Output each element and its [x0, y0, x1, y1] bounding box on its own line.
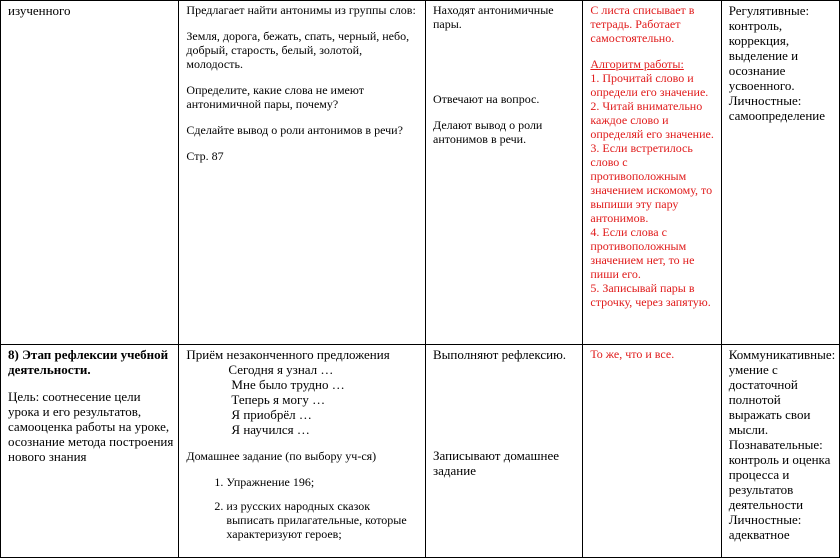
uud-cell [721, 1, 839, 345]
stage-cell [1, 345, 179, 558]
stage-number: 8) [8, 347, 19, 362]
reflection-heading: Приём незаконченного предложения [186, 347, 390, 362]
algorithm-step: 2. Читай внимательно каждое слово и определяй его значение. [590, 99, 714, 141]
work-intro: С листа списывает в тетрадь. Работает самостоятельно. [590, 3, 695, 45]
page-reference: Стр. 87 [186, 149, 224, 163]
homework-item: 1. Упражнение 196; [226, 475, 420, 489]
teacher-task: Предлагает найти антонимы из группы слов: [186, 3, 416, 17]
student-activity-2: Отвечают на вопрос. [433, 92, 540, 106]
reflection-line: Мне было трудно … [231, 377, 345, 392]
teacher-conclusion: Сделайте вывод о роли антонимов в речи? [186, 123, 403, 137]
table-row [1, 1, 840, 345]
regulatory-text: контроль, коррекция, выделение и осознание усвоенного. [728, 18, 799, 93]
teacher-activity-cell [179, 1, 426, 345]
homework-list [186, 475, 420, 541]
homework-heading: Домашнее задание (по выбору уч-ся) [186, 449, 377, 463]
student-activity-cell [426, 1, 583, 345]
algorithm-title: Алгоритм работы: [590, 57, 684, 71]
stage-title: Этап рефлексии учебной деятельности. [8, 347, 169, 377]
teacher-question: Определите, какие слова не имеют антонимичной пары, почему? [186, 83, 364, 111]
uud-text: Коммуникативные: умение с достаточной полнотой выражать свои мысли. Познавательные: контроль и оценка процесса и результатов деятельности Личностные: адекватное [728, 347, 836, 542]
algorithm-step: 1. Прочитай слово и определи его значение. [590, 71, 709, 99]
algorithm-step: 4. Если слова с противоположным значением нет, то не пиши его. [590, 225, 695, 281]
homework-item: 2. из русских народных сказок выписать прилагательные, которые характеризуют героев; [226, 499, 420, 541]
teacher-activity-cell [179, 345, 426, 558]
student-activity-cell [426, 345, 583, 558]
student-activity-3: Делают вывод о роли антонимов в речи. [433, 118, 543, 146]
reflection-line: Теперь я могу … [231, 392, 326, 407]
same-as-all: То же, что и все. [590, 347, 675, 361]
reflection-line: Я приобрёл … [231, 407, 312, 422]
table-row [1, 345, 840, 558]
uud-cell [721, 345, 839, 558]
word-list: Земля, дорога, бежать, спать, черный, небо, добрый, старость, белый, золотой, молодость. [186, 29, 410, 71]
regulatory-label: Регулятивные: [728, 3, 810, 18]
reflection-line: Я научился … [231, 422, 310, 437]
personal-label: Личностные: самоопределение [728, 93, 826, 123]
student-activity-2: Записывают домашнее задание [433, 448, 560, 478]
reflection-line: Сегодня я узнал … [228, 362, 334, 377]
algorithm-step: 3. Если встретилось слово с противоположным значением искомому, то выпиши эту пару антонимов. [590, 141, 713, 225]
differentiation-cell [583, 1, 721, 345]
student-activity-1: Находят антонимичные пары. [433, 3, 554, 31]
algorithm-step: 5. Записывай пары в строчку, через запятую. [590, 281, 711, 309]
stage-cell [1, 1, 179, 345]
student-activity-1: Выполняют рефлексию. [433, 347, 567, 362]
differentiation-cell [583, 345, 721, 558]
stage-text: изученного [8, 3, 71, 18]
stage-goal: Цель: соотнесение цели урока и его результатов, самооценка работы на уроке, осознание метода построения нового знания [8, 389, 174, 464]
